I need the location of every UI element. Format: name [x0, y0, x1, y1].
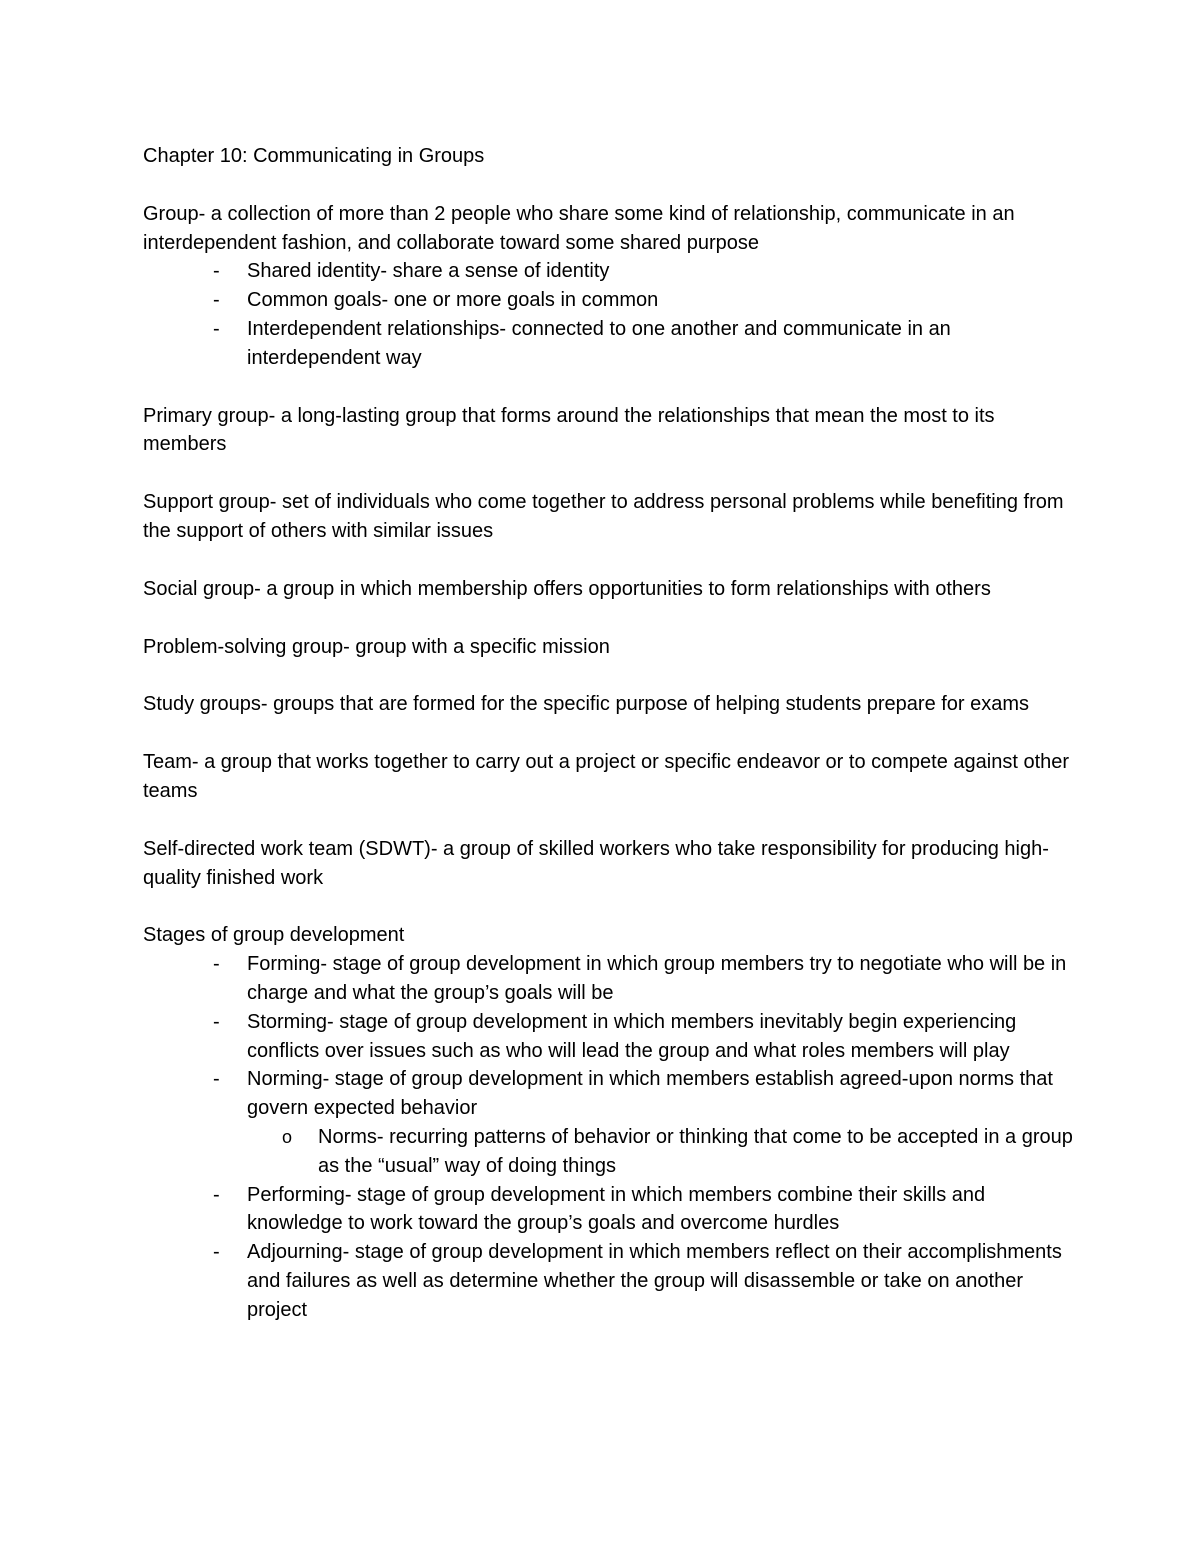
definition-support-group: Support group- set of individuals who come together to address personal problems while benefiting from the support of others with similar issues	[143, 491, 1064, 542]
list-item	[213, 286, 1073, 315]
definition-primary-group: Primary group- a long-lasting group that forms around the relationships that mean the most to its members	[143, 404, 995, 456]
dash-marker: -	[213, 317, 220, 340]
group-traits-list	[143, 257, 1073, 372]
list-item	[213, 257, 1073, 286]
stage-text: Adjourning- stage of group development in which members reflect on their accomplishments and failures as well as determine whether the group will disassemble or take on another project	[247, 1241, 1062, 1321]
norms-subitem	[282, 1123, 1073, 1181]
stage-text: Norming- stage of group development in which members establish agreed-upon norms that govern expected behavior	[247, 1068, 1053, 1120]
stage-storming	[213, 1008, 1073, 1066]
dash-marker: -	[213, 953, 220, 976]
stage-norming	[213, 1065, 1073, 1180]
definition-study-groups: Study groups- groups that are formed for the specific purpose of helping students prepare for exams	[143, 693, 1030, 716]
stages-block	[143, 921, 1073, 1324]
definition-sdwt: Self-directed work team (SDWT)- a group of skilled workers who take responsibility for producing high-quality finished work	[143, 837, 1049, 889]
stages-list	[143, 950, 1073, 1324]
stage-adjourning	[213, 1238, 1073, 1324]
dash-marker: -	[213, 260, 220, 283]
definition-social-group: Social group- a group in which membership offers opportunities to form relationships with others	[143, 577, 991, 600]
stages-heading: Stages of group development	[143, 924, 405, 947]
stage-text: Storming- stage of group development in which members inevitably begin experiencing conflicts over issues such as who will lead the group and what roles members will play	[247, 1010, 1017, 1062]
stage-text: Forming- stage of group development in which group members try to negotiate who will be in charge and what the group’s goals will be	[247, 953, 1067, 1004]
dash-marker: -	[213, 1183, 220, 1206]
trait-text: Interdependent relationships- connected to one another and communicate in an interdependent way	[247, 317, 951, 369]
definition-team: Team- a group that works together to carry out a project or specific endeavor or to compete against other teams	[143, 751, 1070, 802]
definition-problem-solving-group: Problem-solving group- group with a specific mission	[143, 635, 610, 658]
subitem-text: Norms- recurring patterns of behavior or thinking that come to be accepted in a group as the “usual” way of doing things	[318, 1125, 1073, 1177]
group-definition: Group- a collection of more than 2 people who share some kind of relationship, communicate in an interdependent fashion, and collaborate toward some shared purpose	[143, 202, 1015, 254]
trait-text: Common goals- one or more goals in common	[247, 289, 659, 312]
dash-marker: -	[213, 289, 220, 312]
chapter-title: Chapter 10: Communicating in Groups	[143, 145, 485, 167]
dash-marker: -	[213, 1241, 220, 1264]
document-content	[143, 142, 1073, 1325]
circle-marker: o	[282, 1126, 293, 1147]
stage-forming	[213, 950, 1073, 1008]
dash-marker: -	[213, 1010, 220, 1033]
list-item	[213, 315, 1073, 373]
dash-marker: -	[213, 1068, 220, 1091]
stage-performing	[213, 1181, 1073, 1239]
norming-sublist	[247, 1123, 1073, 1181]
group-definition-block	[143, 200, 1073, 373]
trait-text: Shared identity- share a sense of identity	[247, 260, 610, 283]
stage-text: Performing- stage of group development in which members combine their skills and knowledge to work toward the group’s goals and overcome hurdles	[247, 1183, 986, 1235]
